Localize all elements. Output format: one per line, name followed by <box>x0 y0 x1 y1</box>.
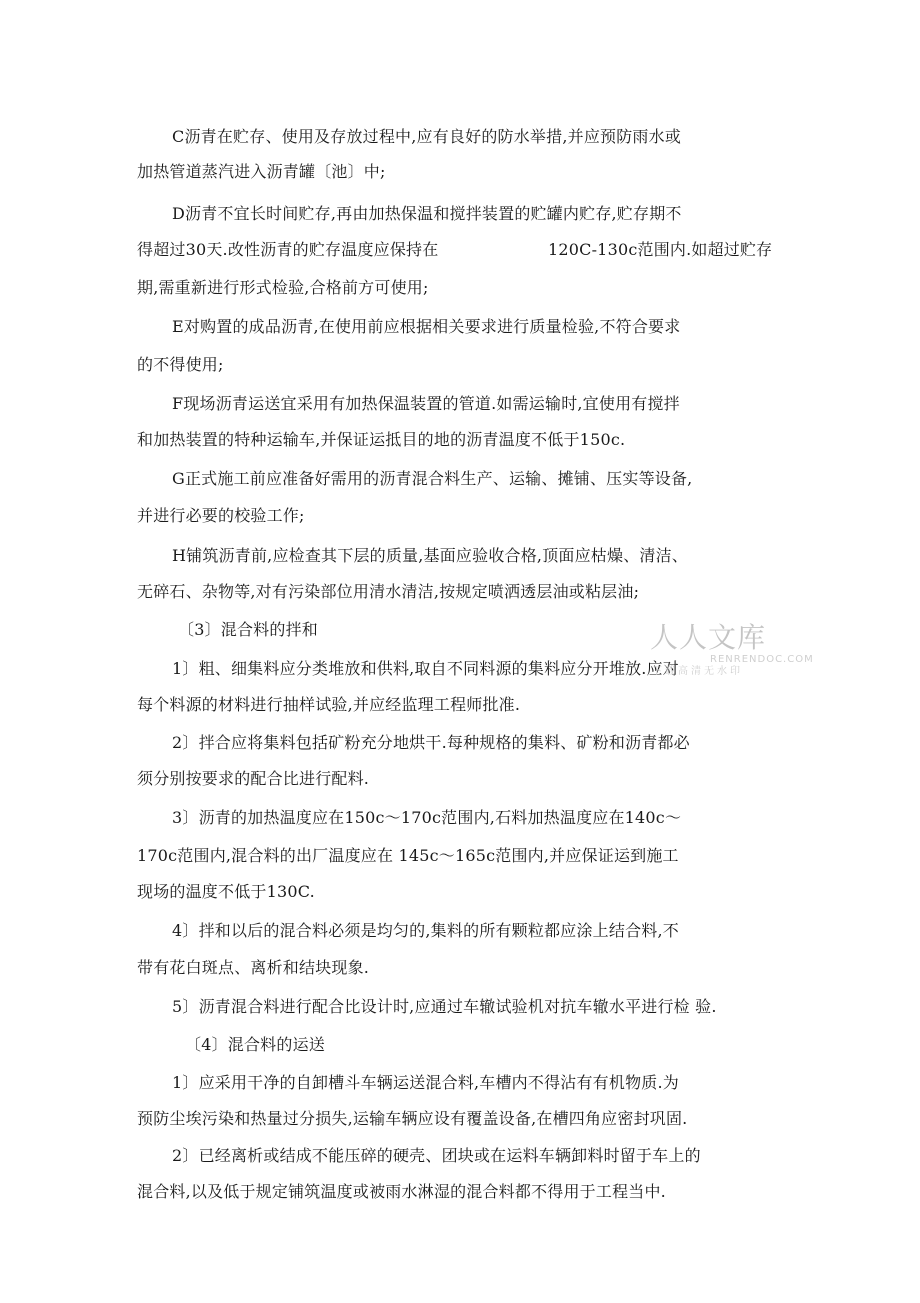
section-heading: 〔3〕混合料的拌和 <box>178 620 318 639</box>
text-line: 每个料源的材料进行抽样试验,并应经监理工程师批准. <box>137 695 521 714</box>
text-line: 得超过30天.改性沥青的贮存温度应保持在 <box>137 240 439 259</box>
text-line: E对购置的成品沥青,在使用前应根据相关要求进行质量检验,不符合要求 <box>172 317 681 336</box>
text-line: 无碎石、杂物等,对有污染部位用清水清洁,按规定喷洒透层油或粘层油; <box>137 582 640 601</box>
text-line: H铺筑沥青前,应检查其下层的质量,基面应验收合格,顶面应枯燥、清洁、 <box>172 546 689 565</box>
text-line: 的不得使用; <box>137 355 224 374</box>
text-line: 3〕沥青的加热温度应在150c〜170c范围内,石料加热温度应在140c〜 <box>172 808 682 827</box>
text-line: 并进行必要的校验工作; <box>137 506 305 525</box>
text-line: 2〕拌合应将集料包括矿粉充分地烘干.每种规格的集料、矿粉和沥青都必 <box>172 733 690 752</box>
text-line: 1〕粗、细集料应分类堆放和供料,取自不同料源的集料应分开堆放.应对 <box>172 659 679 678</box>
text-line: 现场的温度不低于130C. <box>137 882 315 901</box>
watermark-tagline: 下载高清无水印 <box>652 666 743 677</box>
text-line: D沥青不宜长时间贮存,再由加热保温和搅拌装置的贮罐内贮存,贮存期不 <box>172 204 682 223</box>
text-line: 4〕拌和以后的混合料必须是均匀的,集料的所有颗粒都应涂上结合料,不 <box>172 921 679 940</box>
watermark-domain: RENRENDOC.COM <box>710 654 814 665</box>
text-line: 加热管道蒸汽进入沥青罐〔池〕中; <box>137 162 386 181</box>
text-line: 和加热装置的特种运输车,并保证运抵目的地的沥青温度不低于150c. <box>137 430 626 449</box>
text-line: 170c范围内,混合料的出厂温度应在 145c〜165c范围内,并应保证运到施工 <box>137 846 679 865</box>
watermark-title: 人人文库 <box>650 621 767 654</box>
watermark <box>644 621 814 684</box>
text-line: 5〕沥青混合料进行配合比设计时,应通过车辙试验机对抗车辙水平进行检 验. <box>172 997 717 1016</box>
text-line: 2〕已经离析或结成不能压碎的硬壳、团块或在运料车辆卸料时留于车上的 <box>172 1146 701 1165</box>
text-line: G正式施工前应准备好需用的沥青混合料生产、运输、摊铺、压实等设备, <box>172 469 693 488</box>
text-line: F现场沥青运送宜采用有加热保温装置的管道.如需运输时,宜使用有搅拌 <box>172 394 680 413</box>
text-line: C沥青在贮存、使用及存放过程中,应有良好的防水举措,并应预防雨水或 <box>172 127 682 146</box>
section-heading: 〔4〕混合料的运送 <box>185 1035 325 1054</box>
text-line: 120C-130c范围内.如超过贮存 <box>548 240 773 259</box>
text-line: 期,需重新进行形式检验,合格前方可使用; <box>137 278 429 297</box>
text-line: 带有花白斑点、离析和结块现象. <box>137 958 370 977</box>
text-line: 须分别按要求的配合比进行配料. <box>137 769 370 788</box>
text-line: 预防尘埃污染和热量过分损失,运输车辆应设有覆盖设备,在槽四角应密封巩固. <box>137 1109 688 1128</box>
text-line: 混合料,以及低于规定铺筑温度或被雨水淋湿的混合料都不得用于工程当中. <box>137 1182 666 1201</box>
text-line: 1〕应采用干净的自卸槽斗车辆运送混合料,车槽内不得沾有有机物质.为 <box>172 1073 679 1092</box>
